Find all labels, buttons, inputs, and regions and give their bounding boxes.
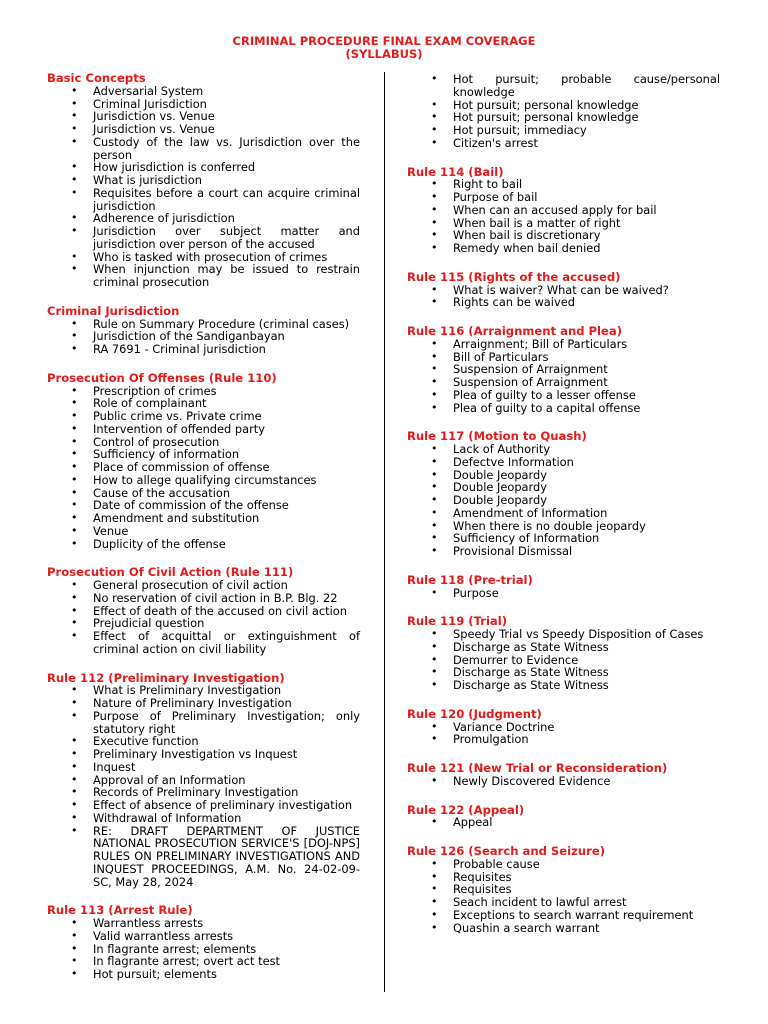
bullet-icon: • — [71, 616, 78, 630]
list-item-text: Amendment of Information — [453, 505, 608, 520]
bullet-icon: • — [71, 916, 78, 929]
list-item-text: When can an accused apply for bail — [453, 202, 657, 217]
section-prosecution-of-offenses-rule-110 — [47, 372, 360, 551]
list-item — [47, 225, 360, 251]
list-item-text: Plea of guilty to a capital offense — [453, 400, 641, 415]
bullet-icon: • — [71, 447, 78, 461]
list-item-text: Prejudicial question — [93, 616, 205, 631]
column-divider — [384, 72, 385, 992]
bullet-icon: • — [71, 485, 78, 499]
section-prosecution-of-civil-action-rule-111 — [47, 566, 360, 655]
bullet-list — [407, 338, 720, 415]
bullet-icon: • — [431, 282, 438, 296]
list-item-text: Remedy when bail denied — [453, 241, 601, 255]
bullet-icon: • — [71, 810, 78, 824]
list-item-text: When there is no double jeopardy — [453, 518, 646, 533]
list-item-text: How jurisdiction is conferred — [93, 160, 256, 175]
bullet-icon: • — [431, 72, 438, 85]
section-heading: Rule 119 (Trial) — [407, 614, 508, 629]
list-item-text: Warrantless arrests — [93, 916, 204, 930]
section-basic-concepts — [47, 72, 360, 289]
bullet-icon: • — [431, 295, 438, 309]
list-item-text: Hot pursuit; elements — [93, 967, 217, 981]
bullet-icon: • — [71, 160, 78, 174]
bullet-icon: • — [431, 518, 438, 532]
bullet-list — [407, 284, 720, 310]
list-item — [407, 137, 720, 150]
bullet-icon: • — [71, 134, 78, 148]
bullet-icon: • — [71, 734, 78, 748]
section-rule-122-appeal — [407, 804, 720, 830]
list-item-text: Cause of the accusation — [93, 485, 231, 500]
bullet-icon: • — [431, 493, 438, 506]
section-rule-118-pre-trial — [407, 574, 720, 600]
section-rule-126-search-and-seizure — [407, 845, 720, 934]
bullet-icon: • — [71, 434, 78, 448]
bullet-icon: • — [71, 316, 78, 330]
bullet-icon: • — [71, 708, 78, 722]
list-item-text: Speedy Trial vs Speedy Disposition of Cases — [453, 627, 704, 641]
list-item-text: Adherence of jurisdiction — [93, 211, 235, 226]
bullet-icon: • — [431, 882, 438, 896]
list-item-text: Amendment and substitution — [93, 511, 260, 525]
bullet-icon: • — [431, 349, 438, 363]
bullet-icon: • — [71, 342, 78, 355]
section-heading: Rule 122 (Appeal) — [407, 802, 525, 817]
bullet-icon: • — [71, 696, 78, 709]
list-item-text: Plea of guilty to a lesser offense — [453, 387, 636, 402]
bullet-icon: • — [71, 249, 78, 263]
list-item-text: Approval of an Information — [93, 772, 246, 787]
bullet-icon: • — [71, 603, 78, 617]
bullet-icon: • — [431, 585, 438, 599]
list-item-text: When bail is discretionary — [453, 228, 601, 243]
bullet-icon: • — [71, 941, 78, 955]
list-item-text: Suspension of Arraignment — [453, 362, 608, 377]
list-item-text: Double Jeopardy — [453, 480, 547, 495]
list-item-text: Quashin a search warrant — [453, 920, 600, 935]
list-item-text: Citizen's arrest — [453, 135, 538, 150]
bullet-icon: • — [71, 747, 78, 760]
list-item-text: Jurisdiction vs. Venue — [93, 122, 215, 136]
list-item — [407, 73, 720, 99]
list-item-text: Requisites — [453, 882, 512, 897]
right-column — [407, 73, 720, 950]
section-heading: Basic Concepts — [47, 71, 146, 85]
bullet-icon: • — [71, 629, 78, 642]
bullet-icon: • — [71, 409, 78, 422]
list-item-text: Right to bail — [453, 177, 523, 192]
bullet-icon: • — [71, 396, 78, 410]
list-item-text: Duplicity of the offense — [93, 536, 226, 551]
list-item-text: Jurisdiction vs. Venue — [93, 109, 215, 124]
bullet-icon: • — [71, 122, 78, 135]
bullet-icon: • — [431, 362, 438, 376]
list-item-text: Hot pursuit; probable cause/personal knowledge — [453, 72, 720, 99]
list-item-text: In flagrante arrest; elements — [93, 941, 257, 956]
bullet-icon: • — [71, 759, 78, 773]
bullet-icon: • — [71, 185, 78, 199]
list-item-text: How to allege qualifying circumstances — [93, 472, 317, 487]
list-item-text: Date of commission of the offense — [93, 498, 289, 513]
bullet-icon: • — [431, 110, 438, 124]
list-item — [47, 968, 360, 981]
list-item-text: Rights can be waived — [453, 295, 575, 310]
list-item — [407, 587, 720, 600]
bullet-icon: • — [431, 442, 438, 455]
list-item — [47, 710, 360, 736]
list-item-text: Sufficiency of Information — [453, 531, 600, 546]
bullet-icon: • — [71, 578, 78, 591]
list-item-text: Effect of absence of preliminary investigation — [93, 798, 353, 812]
bullet-icon: • — [71, 460, 78, 473]
list-item — [407, 679, 720, 692]
bullet-list — [47, 579, 360, 656]
list-item — [407, 733, 720, 746]
list-item-text: Requisites — [453, 869, 512, 884]
bullet-icon: • — [71, 498, 78, 512]
bullet-icon: • — [71, 590, 78, 604]
left-column — [47, 72, 360, 997]
list-item-text: What is Preliminary Investigation — [93, 683, 282, 698]
bullet-icon: • — [431, 202, 438, 216]
bullet-icon: • — [431, 856, 438, 870]
bullet-list — [407, 73, 720, 150]
list-item-text: Purpose of bail — [453, 190, 538, 204]
title-line-2: (SYLLABUS) — [345, 47, 423, 61]
bullet-icon: • — [431, 531, 438, 545]
list-item-text: Rule on Summary Procedure (criminal cases) — [93, 316, 350, 331]
bullet-icon: • — [431, 907, 438, 921]
section-rule-116-arraignment-and-plea — [407, 325, 720, 414]
section-heading: Prosecution Of Civil Action (Rule 111) — [47, 565, 294, 580]
list-item-text: Probable cause — [453, 856, 540, 871]
bullet-icon: • — [431, 895, 438, 908]
section-rule-121-new-trial-or-reconsideration — [407, 762, 720, 788]
bullet-icon: • — [431, 480, 438, 494]
bullet-list — [407, 858, 720, 935]
list-item-text: Discharge as State Witness — [453, 665, 609, 680]
list-item — [47, 825, 360, 889]
list-item-text: RA 7691 - Criminal jurisdiction — [93, 342, 266, 356]
list-item-text: Arraignment; Bill of Particulars — [453, 336, 628, 351]
section-heading: Rule 115 (Rights of the accused) — [407, 269, 621, 284]
section-heading: Rule 114 (Bail) — [407, 164, 504, 179]
list-item-text: Requisites before a court can acquire criminal jurisdiction — [93, 185, 360, 213]
list-item-text: Hot pursuit; personal knowledge — [453, 110, 639, 125]
bullet-icon: • — [71, 109, 78, 123]
section-heading: Prosecution Of Offenses (Rule 110) — [47, 370, 277, 385]
bullet-icon: • — [431, 732, 438, 746]
list-item-text: Effect of death of the accused on civil action — [93, 603, 347, 618]
section-heading: Rule 112 (Preliminary Investigation) — [47, 670, 285, 685]
bullet-icon: • — [71, 262, 78, 276]
bullet-icon: • — [431, 190, 438, 203]
section-rule-115-rights-of-the-accused — [407, 271, 720, 309]
bullet-list — [407, 178, 720, 255]
list-item-text: Inquest — [93, 759, 136, 774]
bullet-icon: • — [431, 336, 438, 350]
list-item-text: Discharge as State Witness — [453, 678, 609, 692]
list-item-text: Who is tasked with prosecution of crimes — [93, 249, 328, 264]
bullet-icon: • — [71, 798, 78, 811]
list-item-text: Venue — [93, 523, 129, 538]
section-heading: Rule 126 (Search and Seizure) — [407, 844, 605, 858]
list-item-text: Prescription of crimes — [93, 383, 217, 398]
bullet-list — [47, 385, 360, 551]
list-item-text: Purpose — [453, 585, 499, 600]
bullet-icon: • — [431, 97, 438, 111]
bullet-list — [47, 85, 360, 289]
list-item-text: Variance Doctrine — [453, 719, 555, 734]
list-item-text: Control of prosecution — [93, 434, 220, 449]
bullet-list — [407, 587, 720, 600]
list-item — [47, 187, 360, 213]
list-item — [47, 630, 360, 656]
bullet-icon: • — [71, 511, 78, 524]
bullet-icon: • — [71, 211, 78, 225]
list-item-text: What is waiver? What can be waived? — [453, 282, 669, 297]
bullet-icon: • — [71, 536, 78, 550]
list-item-text: Records of Preliminary Investigation — [93, 785, 299, 800]
list-item — [407, 775, 720, 788]
section-heading: Criminal Jurisdiction — [47, 303, 180, 318]
list-item — [407, 242, 720, 255]
section-rule-120-judgment — [407, 708, 720, 746]
list-item-text: Hot pursuit; personal knowledge — [453, 97, 639, 112]
bullet-icon: • — [431, 228, 438, 242]
bullet-list — [407, 628, 720, 692]
section-heading: Rule 116 (Arraignment and Plea) — [407, 324, 622, 338]
bullet-icon: • — [431, 627, 438, 640]
list-item — [407, 296, 720, 309]
bullet-icon: • — [431, 652, 438, 666]
bullet-icon: • — [431, 815, 438, 829]
bullet-icon: • — [431, 773, 438, 787]
list-item-text: Criminal Jurisdiction — [93, 96, 207, 111]
list-item-text: Newly Discovered Evidence — [453, 773, 611, 788]
list-item-text: Lack of Authority — [453, 442, 551, 456]
bullet-icon: • — [431, 135, 438, 149]
list-item-text: Executive function — [93, 734, 199, 749]
list-item-text: Public crime vs. Private crime — [93, 409, 262, 423]
list-item-text: Appeal — [453, 815, 493, 830]
bullet-icon: • — [431, 123, 438, 136]
list-item-text: Withdrawal of Information — [93, 810, 242, 825]
section-rule-114-bail — [407, 166, 720, 255]
bullet-icon: • — [71, 928, 78, 942]
list-item-text: When injunction may be issued to restrain criminal prosecution — [93, 262, 360, 289]
bullet-icon: • — [71, 472, 78, 486]
bullet-icon: • — [431, 215, 438, 229]
section-heading: Rule 113 (Arrest Rule) — [47, 903, 193, 918]
title-line-1: CRIMINAL PROCEDURE FINAL EXAM COVERAGE — [232, 34, 536, 48]
list-item-text: Promulgation — [453, 732, 529, 747]
bullet-icon: • — [431, 544, 438, 557]
bullet-icon: • — [71, 823, 78, 837]
bullet-icon: • — [431, 869, 438, 883]
bullet-icon: • — [431, 665, 438, 679]
bullet-list — [407, 443, 720, 558]
bullet-list — [407, 816, 720, 829]
list-item-text: Jurisdiction over subject matter and jurisdiction over person of the accused — [93, 224, 360, 251]
list-item-text: Effect of acquittal or extinguishment of criminal action on civil liability — [93, 629, 360, 656]
list-item-text: Custody of the law vs. Jurisdiction over the person — [93, 134, 360, 162]
list-item-text: Exceptions to search warrant requirement — [453, 907, 694, 922]
list-item-text: Jurisdiction of the Sandiganbayan — [93, 329, 285, 344]
section-rule-117-motion-to-quash — [407, 430, 720, 558]
bullet-icon: • — [71, 954, 78, 968]
bullet-icon: • — [71, 224, 78, 237]
list-item-text: Nature of Preliminary Investigation — [93, 696, 292, 710]
section-criminal-jurisdiction — [47, 305, 360, 356]
list-item-text: Intervention of offended party — [93, 421, 265, 436]
bullet-icon: • — [431, 375, 438, 388]
bullet-icon: • — [71, 683, 78, 697]
list-item — [407, 545, 720, 558]
list-item-text: Double Jeopardy — [453, 493, 547, 507]
bullet-list — [47, 684, 360, 888]
bullet-list — [47, 917, 360, 981]
list-item — [47, 343, 360, 356]
list-item-text: Role of complainant — [93, 396, 207, 411]
section-heading: Rule 121 (New Trial or Reconsideration) — [407, 761, 668, 775]
list-item-text: Place of commission of offense — [93, 460, 270, 474]
list-item-text: What is jurisdiction — [93, 173, 202, 187]
bullet-icon: • — [71, 967, 78, 980]
list-item-text: When bail is a matter of right — [453, 215, 621, 230]
list-item-text: Demurrer to Evidence — [453, 652, 579, 667]
bullet-icon: • — [431, 639, 438, 653]
list-item-text: Suspension of Arraignment — [453, 375, 608, 389]
list-item — [407, 816, 720, 829]
bullet-icon: • — [431, 400, 438, 414]
bullet-icon: • — [71, 772, 78, 786]
list-item — [47, 538, 360, 551]
list-item-text: No reservation of civil action in B.P. Blg. 22 — [93, 590, 338, 605]
bullet-list — [407, 775, 720, 788]
list-item-text: Bill of Particulars — [453, 349, 549, 364]
section-rule-113-arrest-rule — [47, 904, 360, 981]
bullet-icon: • — [71, 523, 78, 537]
list-item-text: In flagrante arrest; overt act test — [93, 954, 281, 969]
list-item-text: General prosecution of civil action — [93, 578, 288, 592]
bullet-icon: • — [431, 505, 438, 519]
list-item-text: Seach incident to lawful arrest — [453, 895, 627, 909]
list-item-text: Adversarial System — [93, 83, 204, 98]
bullet-icon: • — [431, 920, 438, 934]
list-item-text: RE: DRAFT DEPARTMENT OF JUSTICE NATIONAL PROSECUTION SERVICE'S [DOJ-NPS] RULES ON PRELIMINARY INVESTIGATIONS AND INQUEST PROCEEDINGS, A.M. No. 24-02-09-SC, May 28, 2024 — [93, 823, 360, 889]
list-item-text: Purpose of Preliminary Investigation; only statutory right — [93, 708, 360, 736]
list-item-text: Preliminary Investigation vs Inquest — [93, 747, 298, 761]
bullet-icon: • — [71, 421, 78, 435]
bullet-icon: • — [431, 719, 438, 733]
section-rule-119-trial — [407, 615, 720, 692]
list-item — [47, 263, 360, 289]
bullet-list — [47, 318, 360, 356]
list-item-text: Provisional Dismissal — [453, 544, 573, 558]
bullet-icon: • — [71, 383, 78, 397]
list-item — [47, 136, 360, 162]
list-item — [407, 402, 720, 415]
bullet-icon: • — [431, 177, 438, 191]
bullet-icon: • — [71, 173, 78, 186]
bullet-icon: • — [431, 454, 438, 468]
bullet-list — [407, 721, 720, 747]
section-heading: Rule 117 (Motion to Quash) — [407, 429, 587, 444]
section-rule-112-preliminary-investigation — [47, 672, 360, 889]
bullet-icon: • — [71, 96, 78, 110]
bullet-icon: • — [431, 467, 438, 481]
section-heading: Rule 118 (Pre-trial) — [407, 572, 533, 587]
bullet-icon: • — [71, 785, 78, 799]
bullet-icon: • — [431, 387, 438, 401]
section-heading: Rule 120 (Judgment) — [407, 706, 542, 721]
list-item-text: Double Jeopardy — [453, 467, 547, 482]
section-continued — [407, 73, 720, 150]
list-item-text: Discharge as State Witness — [453, 639, 609, 654]
list-item-text: Defectve Information — [453, 454, 574, 469]
list-item-text: Hot pursuit; immediacy — [453, 123, 587, 137]
document-title — [0, 35, 768, 61]
bullet-icon: • — [71, 83, 78, 97]
bullet-icon: • — [71, 329, 78, 343]
bullet-icon: • — [431, 241, 438, 254]
list-item-text: Sufficiency of information — [93, 447, 240, 462]
list-item — [407, 922, 720, 935]
list-item-text: Valid warrantless arrests — [93, 928, 234, 943]
bullet-icon: • — [431, 678, 438, 691]
